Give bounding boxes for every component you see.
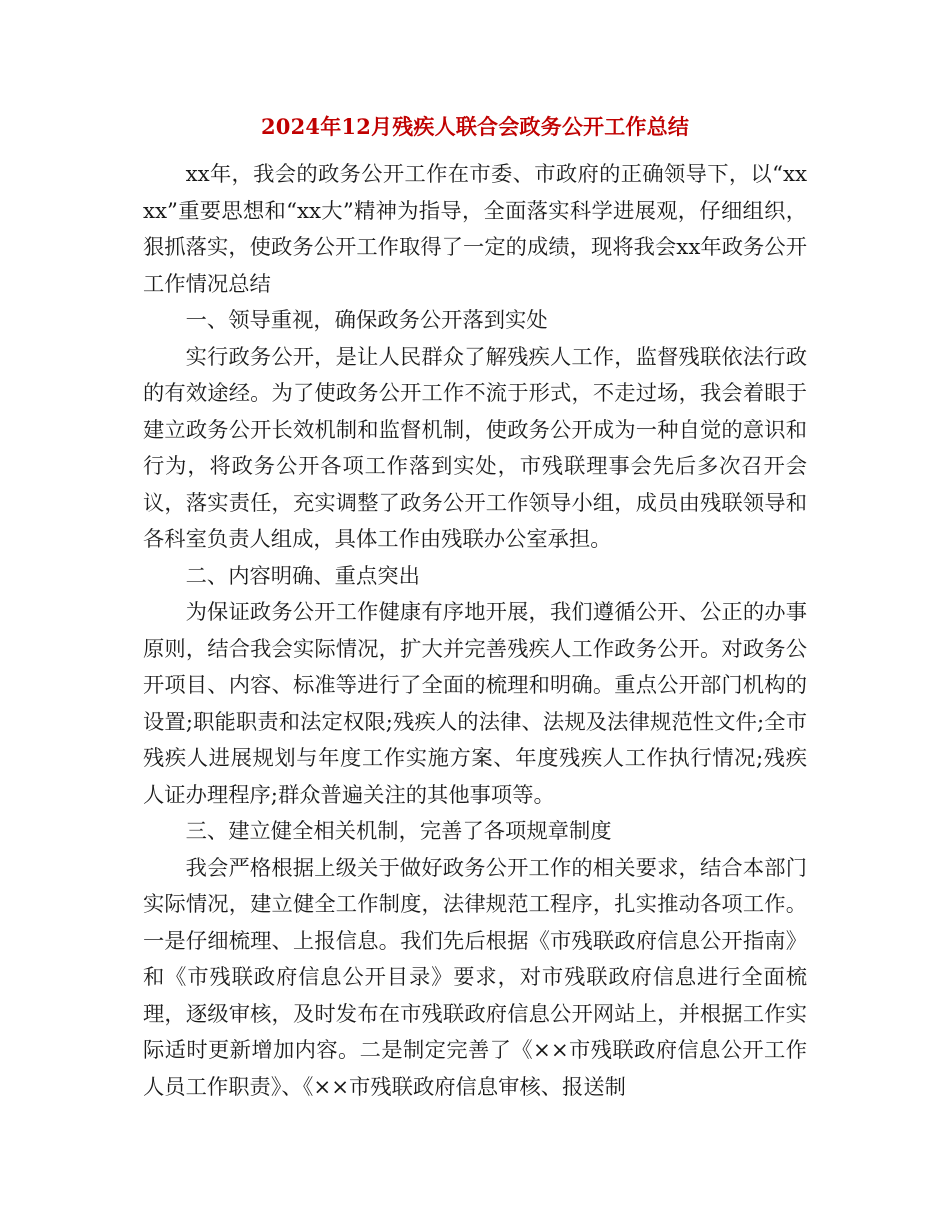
section-paragraph-2: 为保证政务公开工作健康有序地开展，我们遵循公开、公正的办事原则，结合我会实际情况，扩大并完善残疾人工作政务公开。对政务公开项目、内容、标准等进行了全面的梳理和明确。重点公开部门机构的设置;职能职责和法定权限;残疾人的法律、法规及法律规范性文件;全市残疾人进展规划与年度工作实施方案、年度残疾人工作执行情况;残疾人证办理程序;群众普遍关注的其他事项等。: [143, 600, 807, 808]
section-heading-3: 三、建立健全相关机制，完善了各项规章制度: [185, 819, 612, 844]
document-body: [143, 157, 807, 1106]
section-heading-1: 一、领导重视，确保政务公开落到实处: [185, 308, 548, 333]
section-paragraph-3: 我会严格根据上级关于做好政务公开工作的相关要求，结合本部门实际情况，建立健全工作制度，法律规范工程序，扎实推动各项工作。一是仔细梳理、上报信息。我们先后根据《市残联政府信息公开指南》和《市残联政府信息公开目录》要求，对市残联政府信息进行全面梳理，逐级审核，及时发布在市残联政府信息公开网站上，并根据工作实际适时更新增加内容。二是制定完善了《××市残联政府信息公开工作人员工作职责》、《××市残联政府信息审核、报送制: [143, 855, 807, 1100]
section-paragraph-1: 实行政务公开，是让人民群众了解残疾人工作，监督残联依法行政的有效途经。为了使政务公开工作不流于形式，不走过场，我会着眼于建立政务公开长效机制和监督机制，使政务公开成为一种自觉的意识和行为，将政务公开各项工作落到实处，市残联理事会先后多次召开会议，落实责任，充实调整了政务公开工作领导小组，成员由残联领导和各科室负责人组成，具体工作由残联办公室承担。: [143, 344, 807, 552]
section-heading-2: 二、内容明确、重点突出: [185, 563, 420, 589]
document-title: 2024年12月残疾人联合会政务公开工作总结: [260, 114, 690, 139]
intro-paragraph: xx年，我会的政务公开工作在市委、市政府的正确领导下，以“xxxx”重要思想和“xx大”精神为指导，全面落实科学进展观，仔细组织，狠抓落实，使政务公开工作取得了一定的成绩，现将我会xx年政务公开工作情况总结: [143, 162, 807, 297]
